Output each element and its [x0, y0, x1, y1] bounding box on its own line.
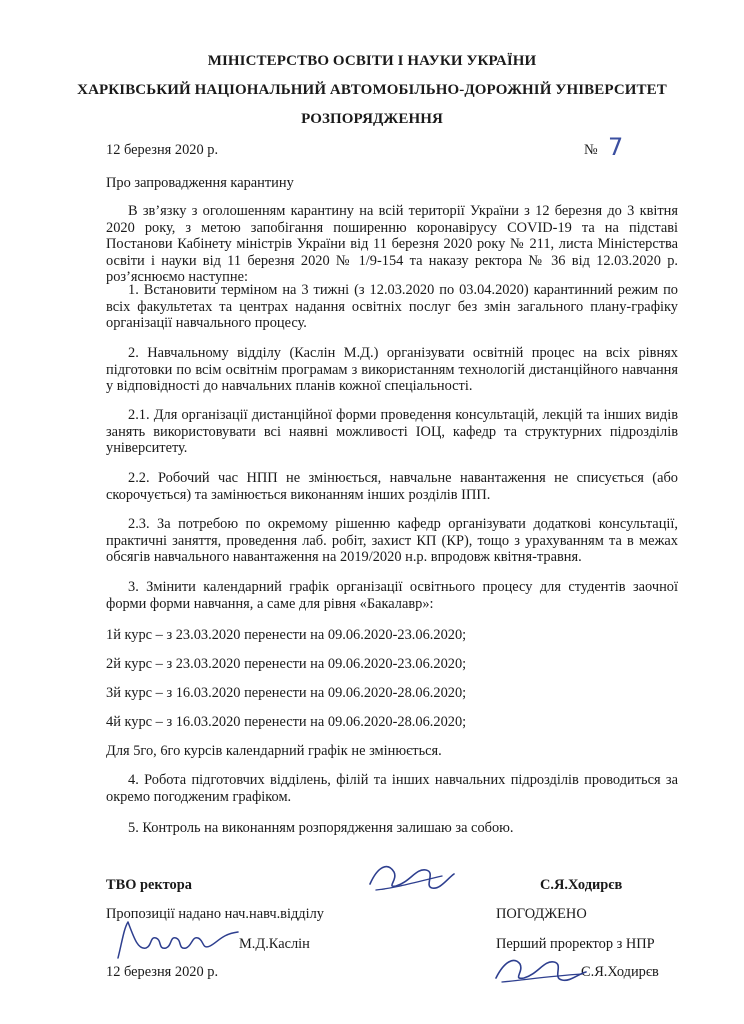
- rector-title: ТВО ректора: [106, 877, 192, 893]
- ministry-heading: МІНІСТЕРСТВО ОСВІТИ І НАУКИ УКРАЇНИ: [207, 53, 537, 69]
- proposal-line: Пропозиції надано нач.навч.відділу: [106, 906, 324, 922]
- document-subject: Про запровадження карантину: [106, 175, 294, 191]
- course-2-line: 2й курс – з 23.03.2020 перенести на 09.06.2020-23.06.2020;: [106, 656, 467, 672]
- rector-name: С.Я.Ходирєв: [540, 877, 623, 893]
- proposal-signer-name: М.Д.Каслін: [239, 936, 310, 952]
- kaslin-signature: [112, 918, 242, 962]
- rector-signature: [366, 858, 456, 898]
- course-1-line: 1й курс – з 23.03.2020 перенести на 09.06.2020-23.06.2020;: [106, 627, 467, 643]
- agreed-label: ПОГОДЖЕНО: [496, 906, 587, 922]
- intro-paragraph: В зв’язку з оголошенням карантину на всій території України з 12 березня до 3 квітня 2020 року, з метою запобігання поширенню коронавірусу COVID-19 та на підставі Постанови Кабінету міністрів України від 11 березня 2020 року № 211, листа Міністерства освіти і науки від 11 березня 2020 № 1/9-154 та наказу ректора № 36 від 12.03.2020 р. роз’яснюємо наступне:: [106, 203, 678, 285]
- paragraph-2-2: 2.2. Робочий час НПП не змінюється, навчальне навантаження не списується (або скорочується) та замінюється виконанням інших розділів ІПП.: [106, 470, 678, 503]
- document-type-heading: РОЗПОРЯДЖЕННЯ: [301, 111, 443, 127]
- course-3-line: 3й курс – з 16.03.2020 перенести на 09.06.2020-28.06.2020;: [106, 685, 467, 701]
- paragraph-2-1: 2.1. Для організації дистанційної форми проведення консультацій, лекцій та інших видів занять використовувати всі наявні можливості ІОЦ, кафедр та структурних підрозділів університету.: [106, 407, 678, 456]
- number-label: №: [584, 142, 598, 158]
- course-5-6-line: Для 5го, 6го курсів календарний графік не змінюється.: [106, 743, 442, 759]
- paragraph-4: 4. Робота підготовчих відділень, філій та інших навчальних підрозділів проводиться за окремо погодженим графіком.: [106, 772, 678, 805]
- proposal-date: 12 березня 2020 р.: [106, 964, 219, 980]
- paragraph-2-3: 2.3. За потребою по окремому рішенню кафедр організувати додаткові консультації, практичні заняття, проведення лаб. робіт, захист КП (КР), тощо з урахуванням та в межах обсягів навчального навантаження на 2019/2020 н.р. впродовж квітня-травня.: [106, 516, 678, 565]
- agreed-title: Перший проректор з НПР: [496, 936, 655, 952]
- paragraph-3: 3. Змінити календарний графік організації освітнього процесу для студентів заочної форми форми навчання, а саме для рівня «Бакалавр»:: [106, 579, 678, 612]
- paragraph-1: 1. Встановити терміном на 3 тижні (з 12.03.2020 по 03.04.2020) карантинний режим по всіх факультетах та центрах надання освітніх послуг без змін загального плану-графіку організації навчального процесу.: [106, 282, 678, 331]
- course-4-line: 4й курс – з 16.03.2020 перенести на 09.06.2020-28.06.2020;: [106, 714, 467, 730]
- agreed-name: С.Я.Ходирєв: [581, 964, 659, 980]
- document-number: 7: [608, 133, 624, 161]
- paragraph-2: 2. Навчальному відділу (Каслін М.Д.) організувати освітній процес на всіх рівнях підготовки по всім освітнім програмам з використанням технологій дистанційного навчання у відповідності до навчальних планів кожної спеціальності.: [106, 345, 678, 394]
- document-date: 12 березня 2020 р.: [106, 142, 219, 158]
- agreed-signature: [490, 948, 590, 988]
- university-heading: ХАРКІВСЬКИЙ НАЦІОНАЛЬНИЙ АВТОМОБІЛЬНО-ДОРОЖНІЙ УНІВЕРСИТЕТ: [77, 82, 667, 98]
- paragraph-5: 5. Контроль на виконанням розпорядження залишаю за собою.: [128, 820, 514, 836]
